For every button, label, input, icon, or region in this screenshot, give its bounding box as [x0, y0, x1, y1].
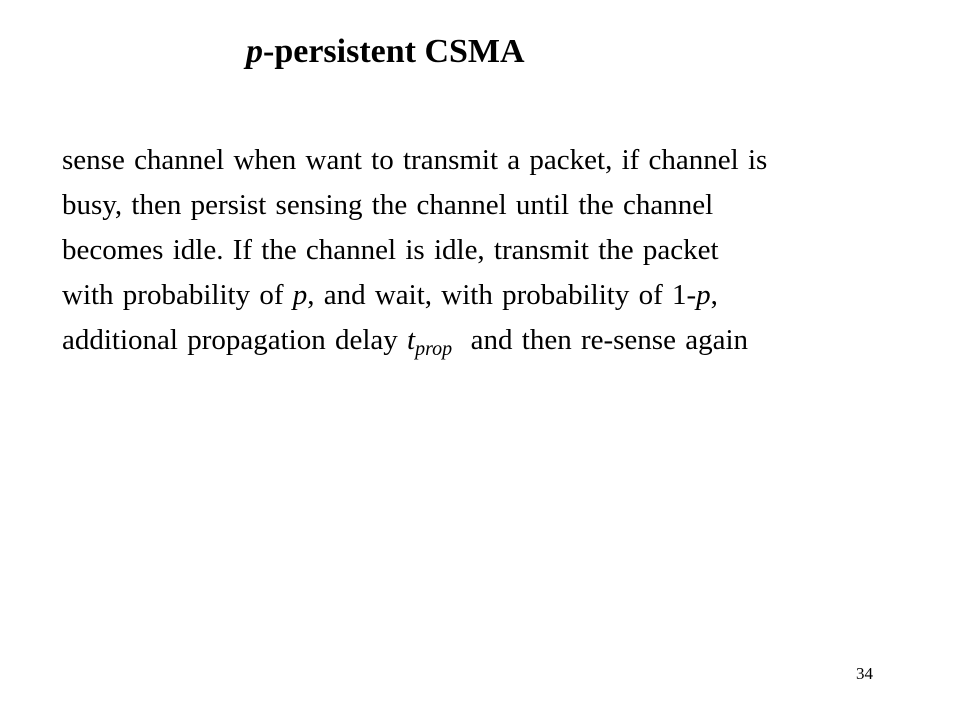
body-line-4-variable-p: p	[292, 279, 308, 311]
body-line-4-text-c: ,	[710, 279, 718, 311]
body-line-4	[62, 273, 952, 318]
t-prop-symbol: t	[407, 324, 416, 356]
body-line-4-text-b: , and wait, with probability of 1-	[307, 279, 697, 311]
body-line-5	[62, 318, 952, 363]
body-line-5-text-b: and then re-sense again	[452, 324, 749, 356]
title-text: -persistent CSMA	[263, 33, 525, 70]
body-line-2: busy, then persist sensing the channel until the channel	[62, 189, 714, 221]
slide-body	[62, 138, 952, 363]
body-line-1: sense channel when want to transmit a packet, if channel is	[62, 144, 768, 176]
t-prop-subscript: prop	[415, 338, 453, 360]
title-variable-p: p	[246, 33, 263, 70]
page-number: 34	[856, 664, 873, 683]
body-line-3: becomes idle. If the channel is idle, transmit the packet	[62, 234, 719, 266]
slide-title	[246, 30, 525, 74]
body-line-5-text-a: additional propagation delay	[62, 324, 408, 356]
body-line-4-variable-p-2: p	[696, 279, 711, 311]
body-line-4-text-a: with probability of	[62, 279, 293, 311]
